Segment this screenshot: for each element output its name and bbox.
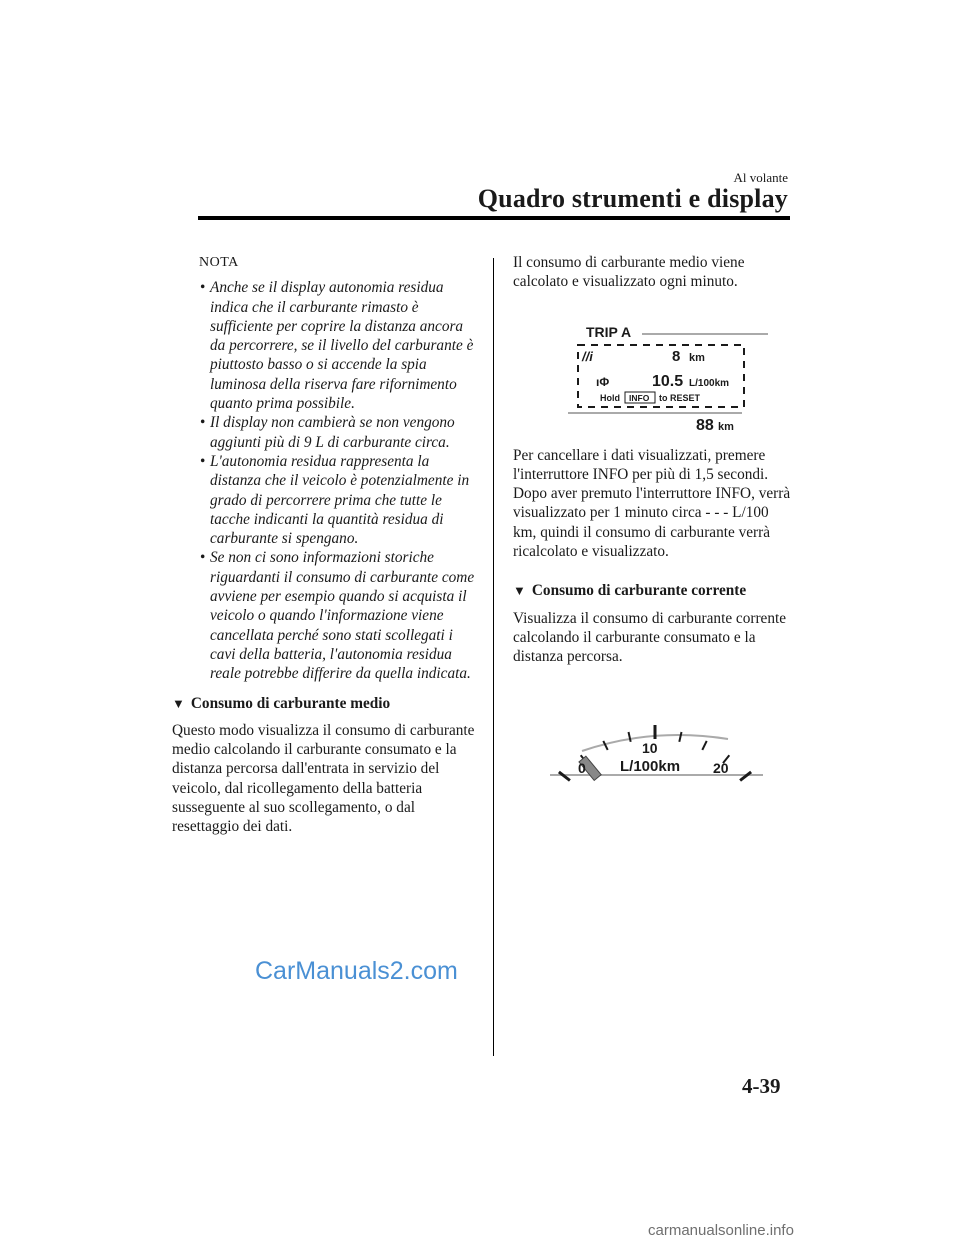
subheading	[172, 694, 477, 713]
note-text: Anche se il display autonomia residua indica che il carburante rimasto è sufficiente per coprire la distanza ancora da percorrere, se il livello del carburante è piuttosto basso o si accende la spia luminosa della riserva fare rifornimento quanto prima possibile.	[210, 279, 474, 413]
subheading-text: Consumo di carburante corrente	[531, 582, 747, 600]
reset-paragraph: Per cancellare i dati visualizzati, premere l'interruttore INFO per più di 1,5 secondi. Dopo aver premuto l'interruttore INFO, verrà visualizzato per 1 minuto circa - - - L/100 km, quindi il consumo di carburante verrà ricalcolato e visualizzato.	[513, 446, 791, 561]
gauge-tick	[740, 771, 751, 780]
column-divider	[493, 258, 494, 1056]
trip-distance-value: 8	[672, 347, 681, 365]
header-rule	[198, 216, 790, 220]
subheading-text: Consumo di carburante medio	[190, 694, 391, 712]
trip-display-illustration	[568, 312, 768, 434]
trip-title: TRIP A	[586, 323, 632, 340]
left-column	[172, 253, 477, 837]
watermark-text: CarManuals2.com	[255, 957, 458, 985]
range-value: 88	[696, 416, 714, 434]
page-number: 4-39	[742, 1074, 781, 1098]
fuel-consumption-icon: ıΦ	[596, 374, 610, 389]
hold-label: Hold	[600, 392, 620, 403]
note-item	[200, 548, 477, 683]
trip-distance-icon: //i	[582, 348, 593, 364]
reset-label: to RESET	[659, 392, 701, 403]
subheading	[513, 581, 793, 600]
gauge-tick	[559, 771, 570, 780]
gauge-min-label: 0	[578, 759, 586, 776]
gauge-unit-label: L/100km	[620, 757, 681, 775]
note-text: Se non ci sono informazioni storiche riguardanti il consumo di carburante come avviene per esempio quando si acquista il veicolo o quando l'informazione viene cancellata perché sono stati scollegati i cavi della batteria, l'autonomia residua reale potrebbe differire da quella indicata.	[210, 549, 475, 683]
gauge-mid-label: 10	[642, 739, 658, 756]
source-mark: carmanualsonline.info	[648, 1222, 794, 1239]
section-title: Quadro strumenti e display	[477, 184, 788, 213]
note-list	[172, 278, 477, 683]
section-category: Al volante	[733, 170, 788, 185]
note-label: NOTA	[199, 255, 239, 270]
gauge-tick	[702, 740, 706, 749]
note-text: Il display non cambierà se non vengono aggiunti più di 9 L di carburante circa.	[210, 414, 455, 451]
trip-distance-unit: km	[689, 351, 705, 364]
body-paragraph: Questo modo visualizza il consumo di carburante medio calcolando il carburante consumato e la distanza percorsa dall'entrata in servizio del veicolo, dal ricollegamento della batteria susseguente al suo scollegamento, o dal resettaggio dei dati.	[172, 721, 475, 836]
info-button-label: INFO	[629, 392, 650, 403]
note-item	[200, 452, 477, 548]
intro-paragraph: Il consumo di carburante medio viene calcolato e visualizzato ogni minuto.	[513, 254, 745, 291]
bullet-icon: •	[200, 452, 206, 470]
triangle-icon: ▼	[172, 695, 185, 711]
consumption-value: 10.5	[652, 372, 684, 390]
bullet-icon: •	[200, 414, 206, 432]
body-paragraph: Visualizza il consumo di carburante corrente calcolando il carburante consumato e la distanza percorsa.	[513, 609, 787, 666]
bullet-icon: •	[200, 549, 206, 567]
note-item	[200, 413, 477, 452]
right-column	[513, 253, 793, 787]
consumption-unit: L/100km	[689, 377, 730, 389]
note-item	[200, 278, 477, 413]
gauge-tick	[629, 732, 631, 742]
triangle-icon: ▼	[513, 583, 526, 599]
gauge-tick	[679, 732, 681, 742]
gauge-max-label: 20	[713, 759, 729, 776]
note-text: L'autonomia residua rappresenta la distanza che il veicolo è potenzialmente in grado di percorrere prima che tutte le tacche indicanti la quantità residua di carburante si spengano.	[210, 452, 470, 548]
bullet-icon: •	[200, 279, 206, 297]
range-unit: km	[718, 420, 734, 433]
consumption-gauge-illustration	[548, 697, 763, 787]
